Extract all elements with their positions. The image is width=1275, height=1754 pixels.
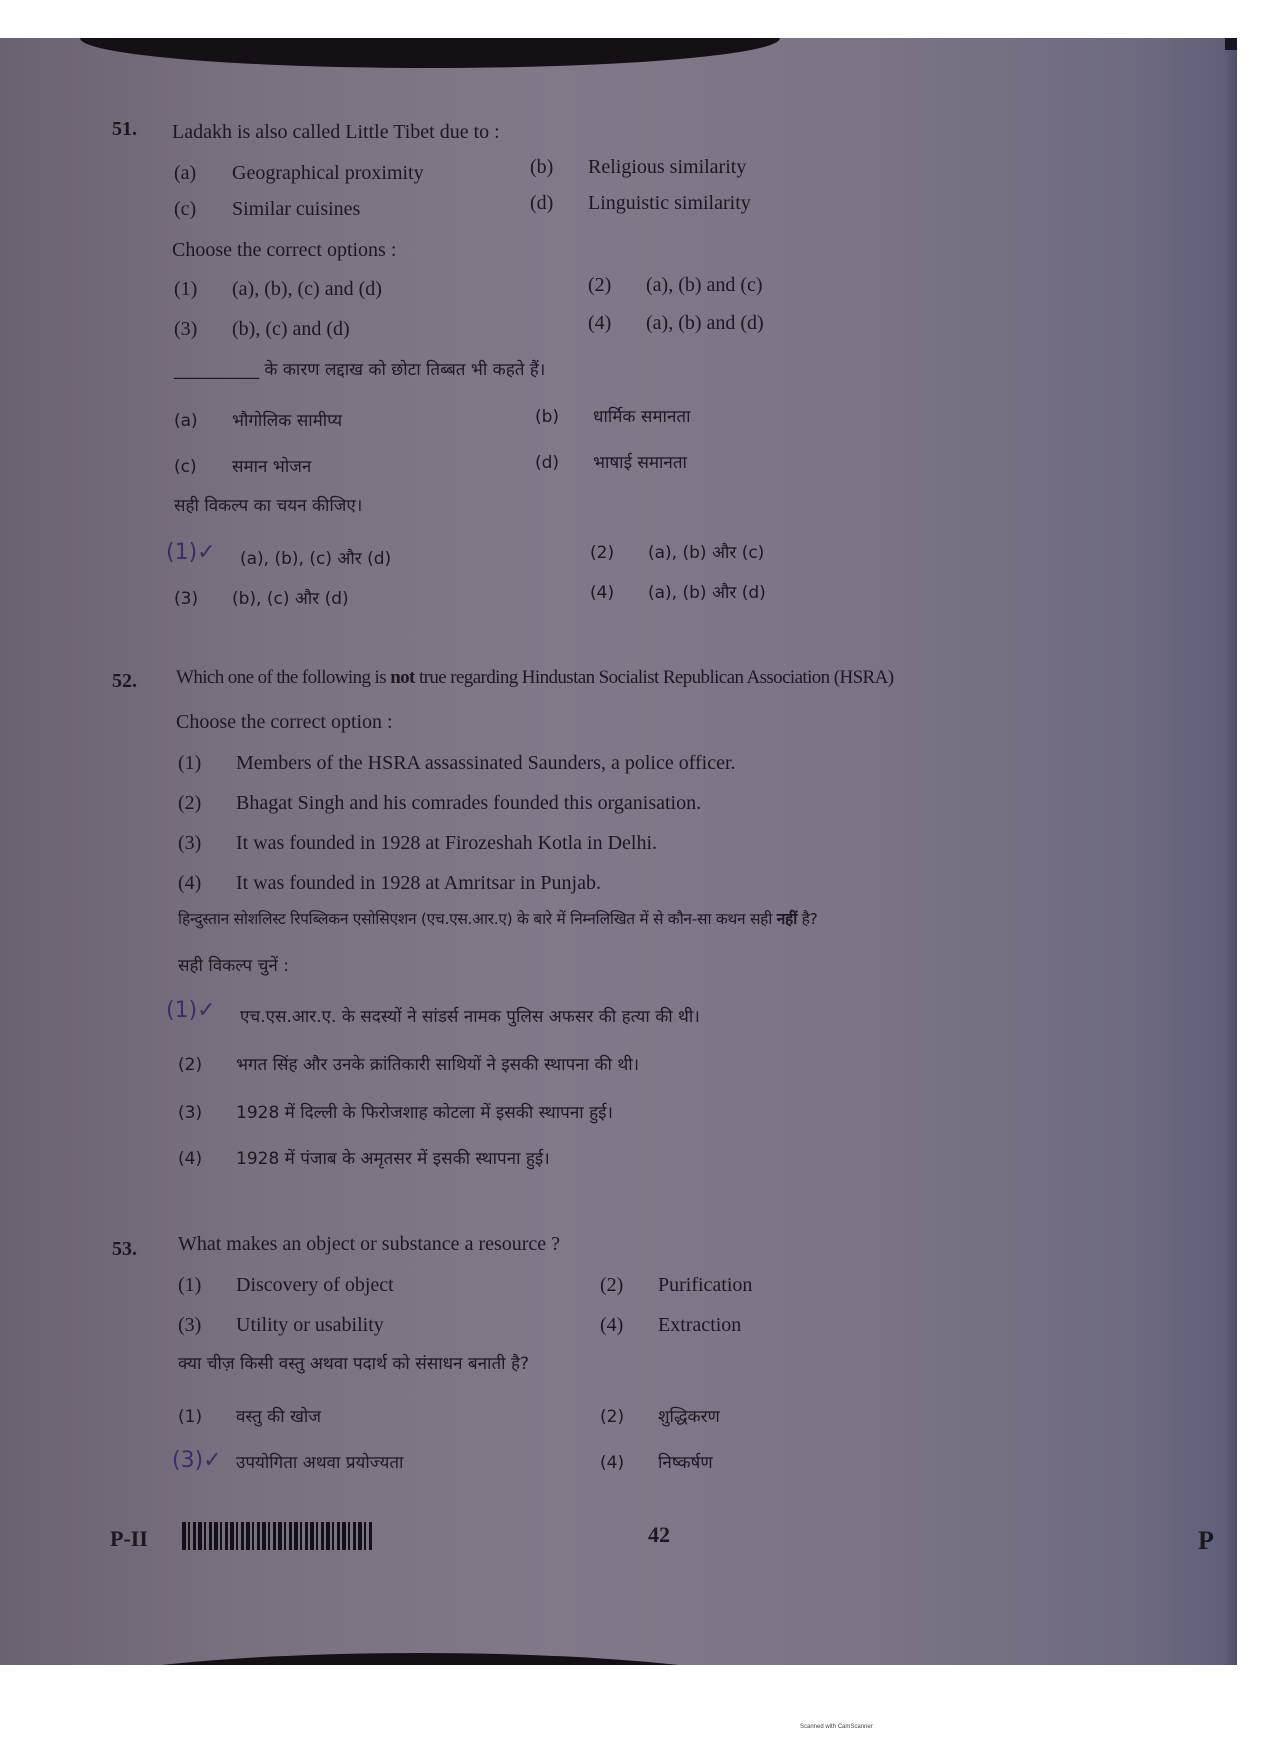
- instruction-hi: सही विकल्प चुनें :: [178, 956, 289, 976]
- question-number: 52.: [112, 670, 137, 692]
- instruction-en: Choose the correct option :: [176, 711, 393, 733]
- paper-code: P-II: [110, 1526, 148, 1551]
- option-3-en: (3) Utility or usability: [178, 1314, 384, 1336]
- option-3-en: (3) It was founded in 1928 at Firozeshah Kotla in Delhi.: [178, 832, 658, 854]
- corner-mark: [1225, 38, 1237, 50]
- option-2-en: (2) Bhagat Singh and his comrades founded this organisation.: [178, 792, 702, 814]
- option-3-hi: (3) (b), (c) और (d): [174, 589, 349, 609]
- option-4-hi: (4) निष्कर्षण: [600, 1453, 713, 1473]
- top-shadow: [80, 38, 780, 68]
- option-2-hi: (2) (a), (b) और (c): [590, 543, 765, 563]
- scanner-watermark: Scanned with CamScanner: [800, 1724, 873, 1730]
- question-stem-en: Which one of the following is not true regarding Hindustan Socialist Republican Association (HSRA): [176, 667, 894, 688]
- option-1-hi: (a), (b), (c) और (d): [240, 549, 392, 569]
- option-4-en: (4) (a), (b) and (d): [588, 312, 764, 334]
- option-4-en: (4) Extraction: [600, 1314, 742, 1336]
- photographed-page: [0, 38, 1237, 1665]
- item-c-hi: (c) समान भोजन: [174, 457, 312, 477]
- question-stem-hi: हिन्दुस्तान सोशलिस्ट रिपब्लिकन एसोसिएशन (एच.एस.आर.ए) के बारे में निम्नलिखित में से कौन-सा कथन सही नहीं है?: [178, 910, 818, 928]
- item-b-en: (b) Religious similarity: [530, 156, 747, 178]
- handwritten-answer-mark: (1)✓: [166, 998, 216, 1023]
- set-code: P: [1198, 1526, 1214, 1555]
- instruction-hi: सही विकल्प का चयन कीजिए।: [174, 496, 363, 516]
- item-d-hi: (d) भाषाई समानता: [535, 453, 687, 473]
- option-4-en: (4) It was founded in 1928 at Amritsar in Punjab.: [178, 872, 601, 894]
- item-a-en: (a) Geographical proximity: [174, 162, 424, 184]
- bottom-shadow: [40, 1653, 800, 1665]
- handwritten-answer-mark: (3)✓: [172, 1448, 222, 1473]
- option-1-hi: (1) वस्तु की खोज: [178, 1407, 321, 1427]
- option-3-hi: (3) 1928 में दिल्ली के फिरोजशाह कोटला में इसकी स्थापना हुई।: [178, 1103, 613, 1123]
- option-2-en: (2) (a), (b) and (c): [588, 274, 763, 296]
- option-1-hi: एच.एस.आर.ए. के सदस्यों ने सांडर्स नामक पुलिस अफसर की हत्या की थी।: [240, 1007, 700, 1027]
- option-1-en: (1) Discovery of object: [178, 1274, 394, 1296]
- option-3-hi: उपयोगिता अथवा प्रयोज्यता: [236, 1453, 404, 1473]
- option-1-en: (1) (a), (b), (c) and (d): [174, 278, 382, 300]
- question-stem-en: Ladakh is also called Little Tibet due to :: [172, 121, 500, 143]
- option-2-hi: (2) भगत सिंह और उनके क्रांतिकारी साथियों ने इसकी स्थापना की थी।: [178, 1055, 640, 1075]
- page-number: 42: [648, 1522, 670, 1547]
- option-3-en: (3) (b), (c) and (d): [174, 318, 350, 340]
- item-a-hi: (a) भौगोलिक सामीप्य: [174, 411, 343, 431]
- question-number: 53.: [112, 1238, 137, 1260]
- option-4-hi: (4) 1928 में पंजाब के अमृतसर में इसकी स्थापना हुई।: [178, 1149, 550, 1169]
- item-b-hi: (b) धार्मिक समानता: [535, 407, 691, 427]
- instruction-en: Choose the correct options :: [172, 239, 397, 261]
- option-2-en: (2) Purification: [600, 1274, 753, 1296]
- item-d-en: (d) Linguistic similarity: [530, 192, 751, 214]
- question-stem-en: What makes an object or substance a resource ?: [178, 1233, 561, 1255]
- barcode: [182, 1522, 372, 1550]
- item-c-en: (c) Similar cuisines: [174, 198, 361, 220]
- option-1-en: (1) Members of the HSRA assassinated Saunders, a police officer.: [178, 752, 736, 774]
- question-number: 51.: [112, 118, 137, 140]
- handwritten-answer-mark: (1)✓: [166, 540, 216, 565]
- question-stem-hi: __________ के कारण लद्दाख को छोटा तिब्बत भी कहते हैं।: [174, 360, 546, 380]
- option-4-hi: (4) (a), (b) और (d): [590, 583, 766, 603]
- right-edge-shade: [1223, 38, 1237, 1665]
- question-stem-hi: क्या चीज़ किसी वस्तु अथवा पदार्थ को संसाधन बनाती है?: [178, 1354, 529, 1374]
- option-2-hi: (2) शुद्धिकरण: [600, 1407, 720, 1427]
